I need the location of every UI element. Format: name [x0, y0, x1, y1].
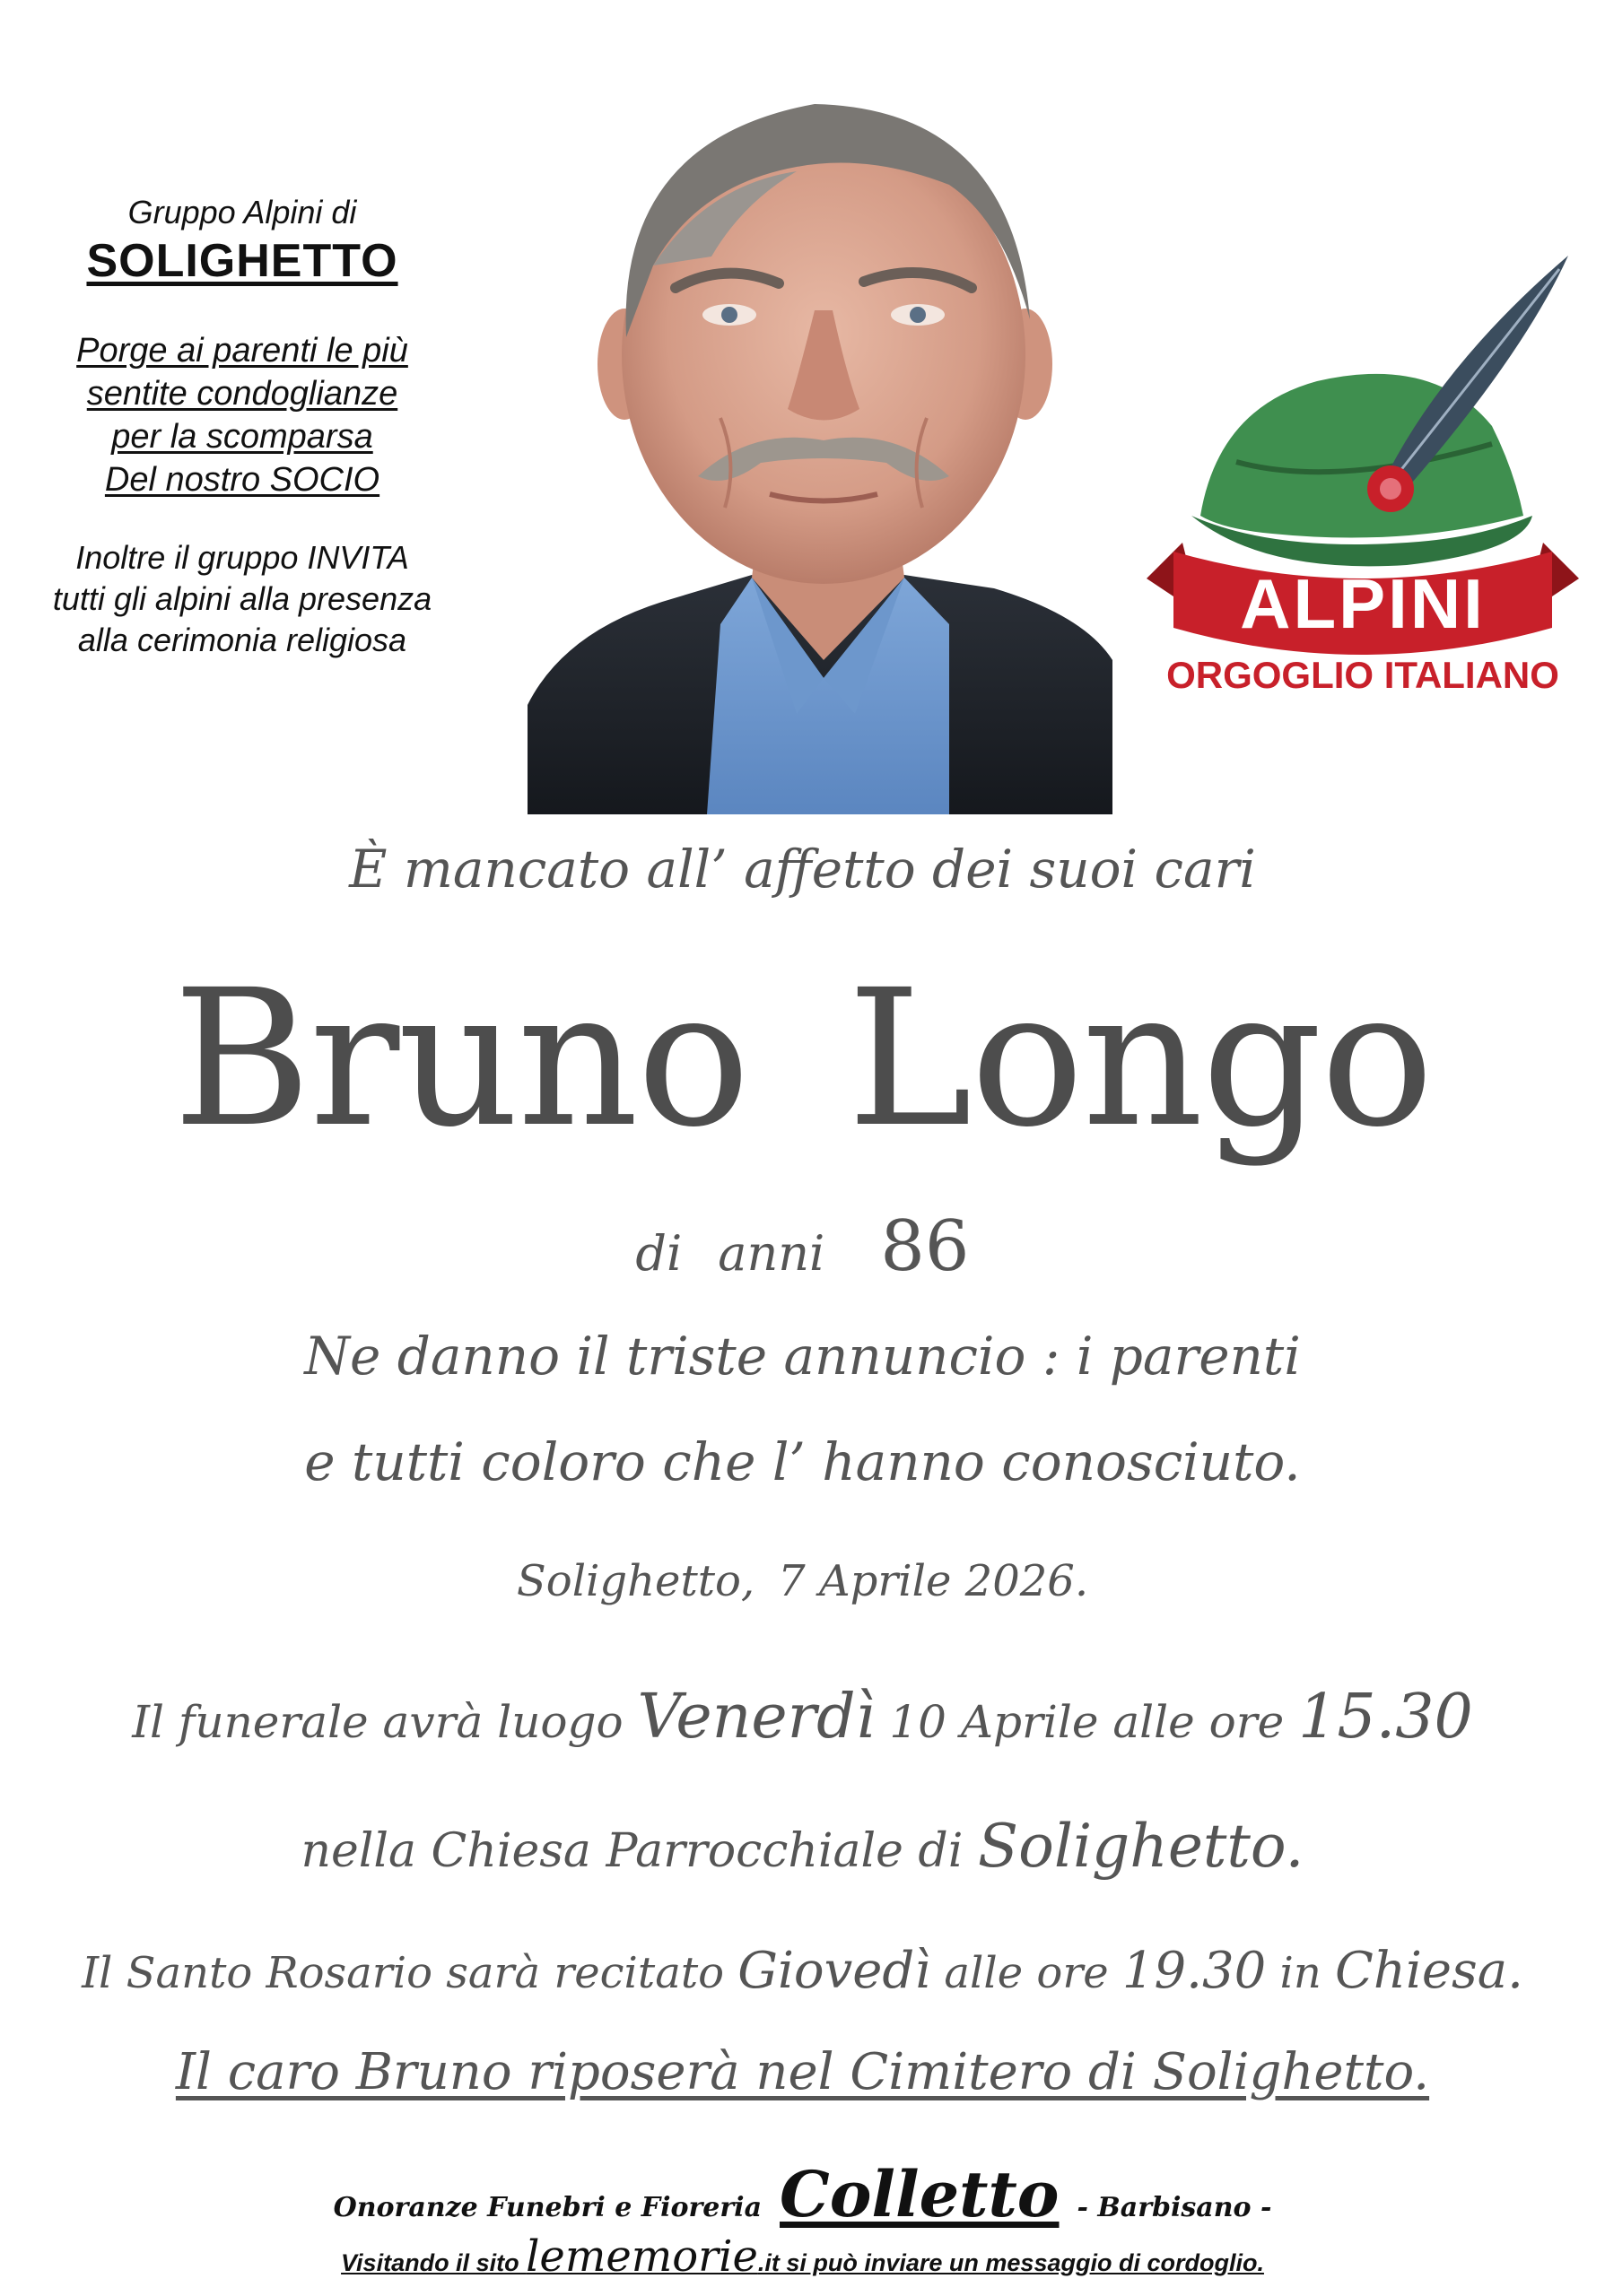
- age-value: 86: [880, 1206, 970, 1287]
- group-name: SOLIGHETTO: [86, 235, 398, 287]
- funeral-home-location: - Barbisano -: [1077, 2192, 1272, 2223]
- funeral-home-line: [0, 2157, 1605, 2231]
- portrait-photo: [528, 86, 1112, 814]
- funeral-time-line: [0, 1682, 1605, 1752]
- age-word-anni: anni: [718, 1225, 825, 1282]
- rosary-day: Giovedì: [737, 1942, 931, 2000]
- rosary-text-2: alle ore: [930, 1948, 1122, 1998]
- funeral-day: Venerdì: [637, 1682, 876, 1752]
- funeral-date-text: 10 Aprile alle ore: [875, 1696, 1299, 1748]
- alpine-hat: [1191, 256, 1568, 566]
- website-line: [0, 2231, 1605, 2282]
- funeral-text: Il funerale avrà luogo: [132, 1696, 638, 1748]
- place-date: [0, 1556, 1605, 1606]
- place: Solighetto,: [516, 1556, 755, 1606]
- funeral-place-line: [0, 1812, 1605, 1881]
- funeral-place-text: nella Chiesa Parrocchiale di: [301, 1824, 978, 1878]
- burial-line: Il caro Bruno riposerà nel Cimitero di Solighetto.: [175, 2043, 1430, 2101]
- intro-line: È mancato all’ affetto dei suoi cari: [349, 839, 1256, 900]
- funeral-time: 15.30: [1298, 1682, 1473, 1752]
- alpini-emblem: [1138, 220, 1588, 713]
- invitation-line: alla cerimonia religiosa: [77, 622, 407, 658]
- logo-subtitle: ORGOGLIO ITALIANO: [1166, 654, 1559, 696]
- alpini-logo: [1138, 220, 1588, 713]
- condolence-line: Porge ai parenti le più: [76, 332, 408, 370]
- announcement-line-2: e tutti coloro che l’ hanno conosciuto.: [304, 1431, 1301, 1492]
- funeral-home-prefix: Onoranze Funebri e Fioreria: [333, 2192, 763, 2223]
- group-condolences: [18, 329, 467, 501]
- condolence-line: per la scomparsa: [111, 418, 373, 456]
- condolence-line: Del nostro SOCIO: [104, 461, 380, 499]
- last-name: Longo: [847, 949, 1433, 1169]
- announcement-line-1: Ne danno il triste annuncio : i parenti: [304, 1326, 1301, 1387]
- rosary-time: 19.30: [1121, 1942, 1267, 2000]
- rosary-text-3: in: [1266, 1948, 1336, 1998]
- funeral-place-name: Solighetto.: [977, 1812, 1304, 1881]
- portrait-illustration: [528, 86, 1112, 814]
- first-name: Bruno: [172, 949, 749, 1169]
- invitation-line: Inoltre il gruppo INVITA: [75, 539, 409, 576]
- invitation-line: tutti gli alpini alla presenza: [52, 580, 432, 617]
- group-notice: [18, 193, 467, 661]
- rosary-text: Il Santo Rosario sarà recitato: [82, 1948, 738, 1998]
- logo-title: ALPINI: [1240, 564, 1486, 643]
- visit-suffix: .it si può inviare un messaggio di cordoglio.: [757, 2249, 1264, 2276]
- rosary-place: Chiesa.: [1335, 1942, 1523, 2000]
- group-invitation: [18, 537, 467, 661]
- rosary-line: [0, 1942, 1605, 2000]
- funeral-home-brand: Colletto: [780, 2157, 1060, 2231]
- date: 7 Aprile 2026.: [778, 1556, 1089, 1606]
- age-word-di: di: [635, 1225, 683, 1282]
- condolence-line: sentite condoglianze: [86, 375, 398, 413]
- group-intro: Gruppo Alpini di: [127, 194, 357, 230]
- visit-prefix: Visitando il sito: [341, 2249, 527, 2276]
- age-line: [0, 1206, 1605, 1287]
- website-name: lememorie: [526, 2231, 758, 2282]
- deceased-name: [0, 949, 1605, 1169]
